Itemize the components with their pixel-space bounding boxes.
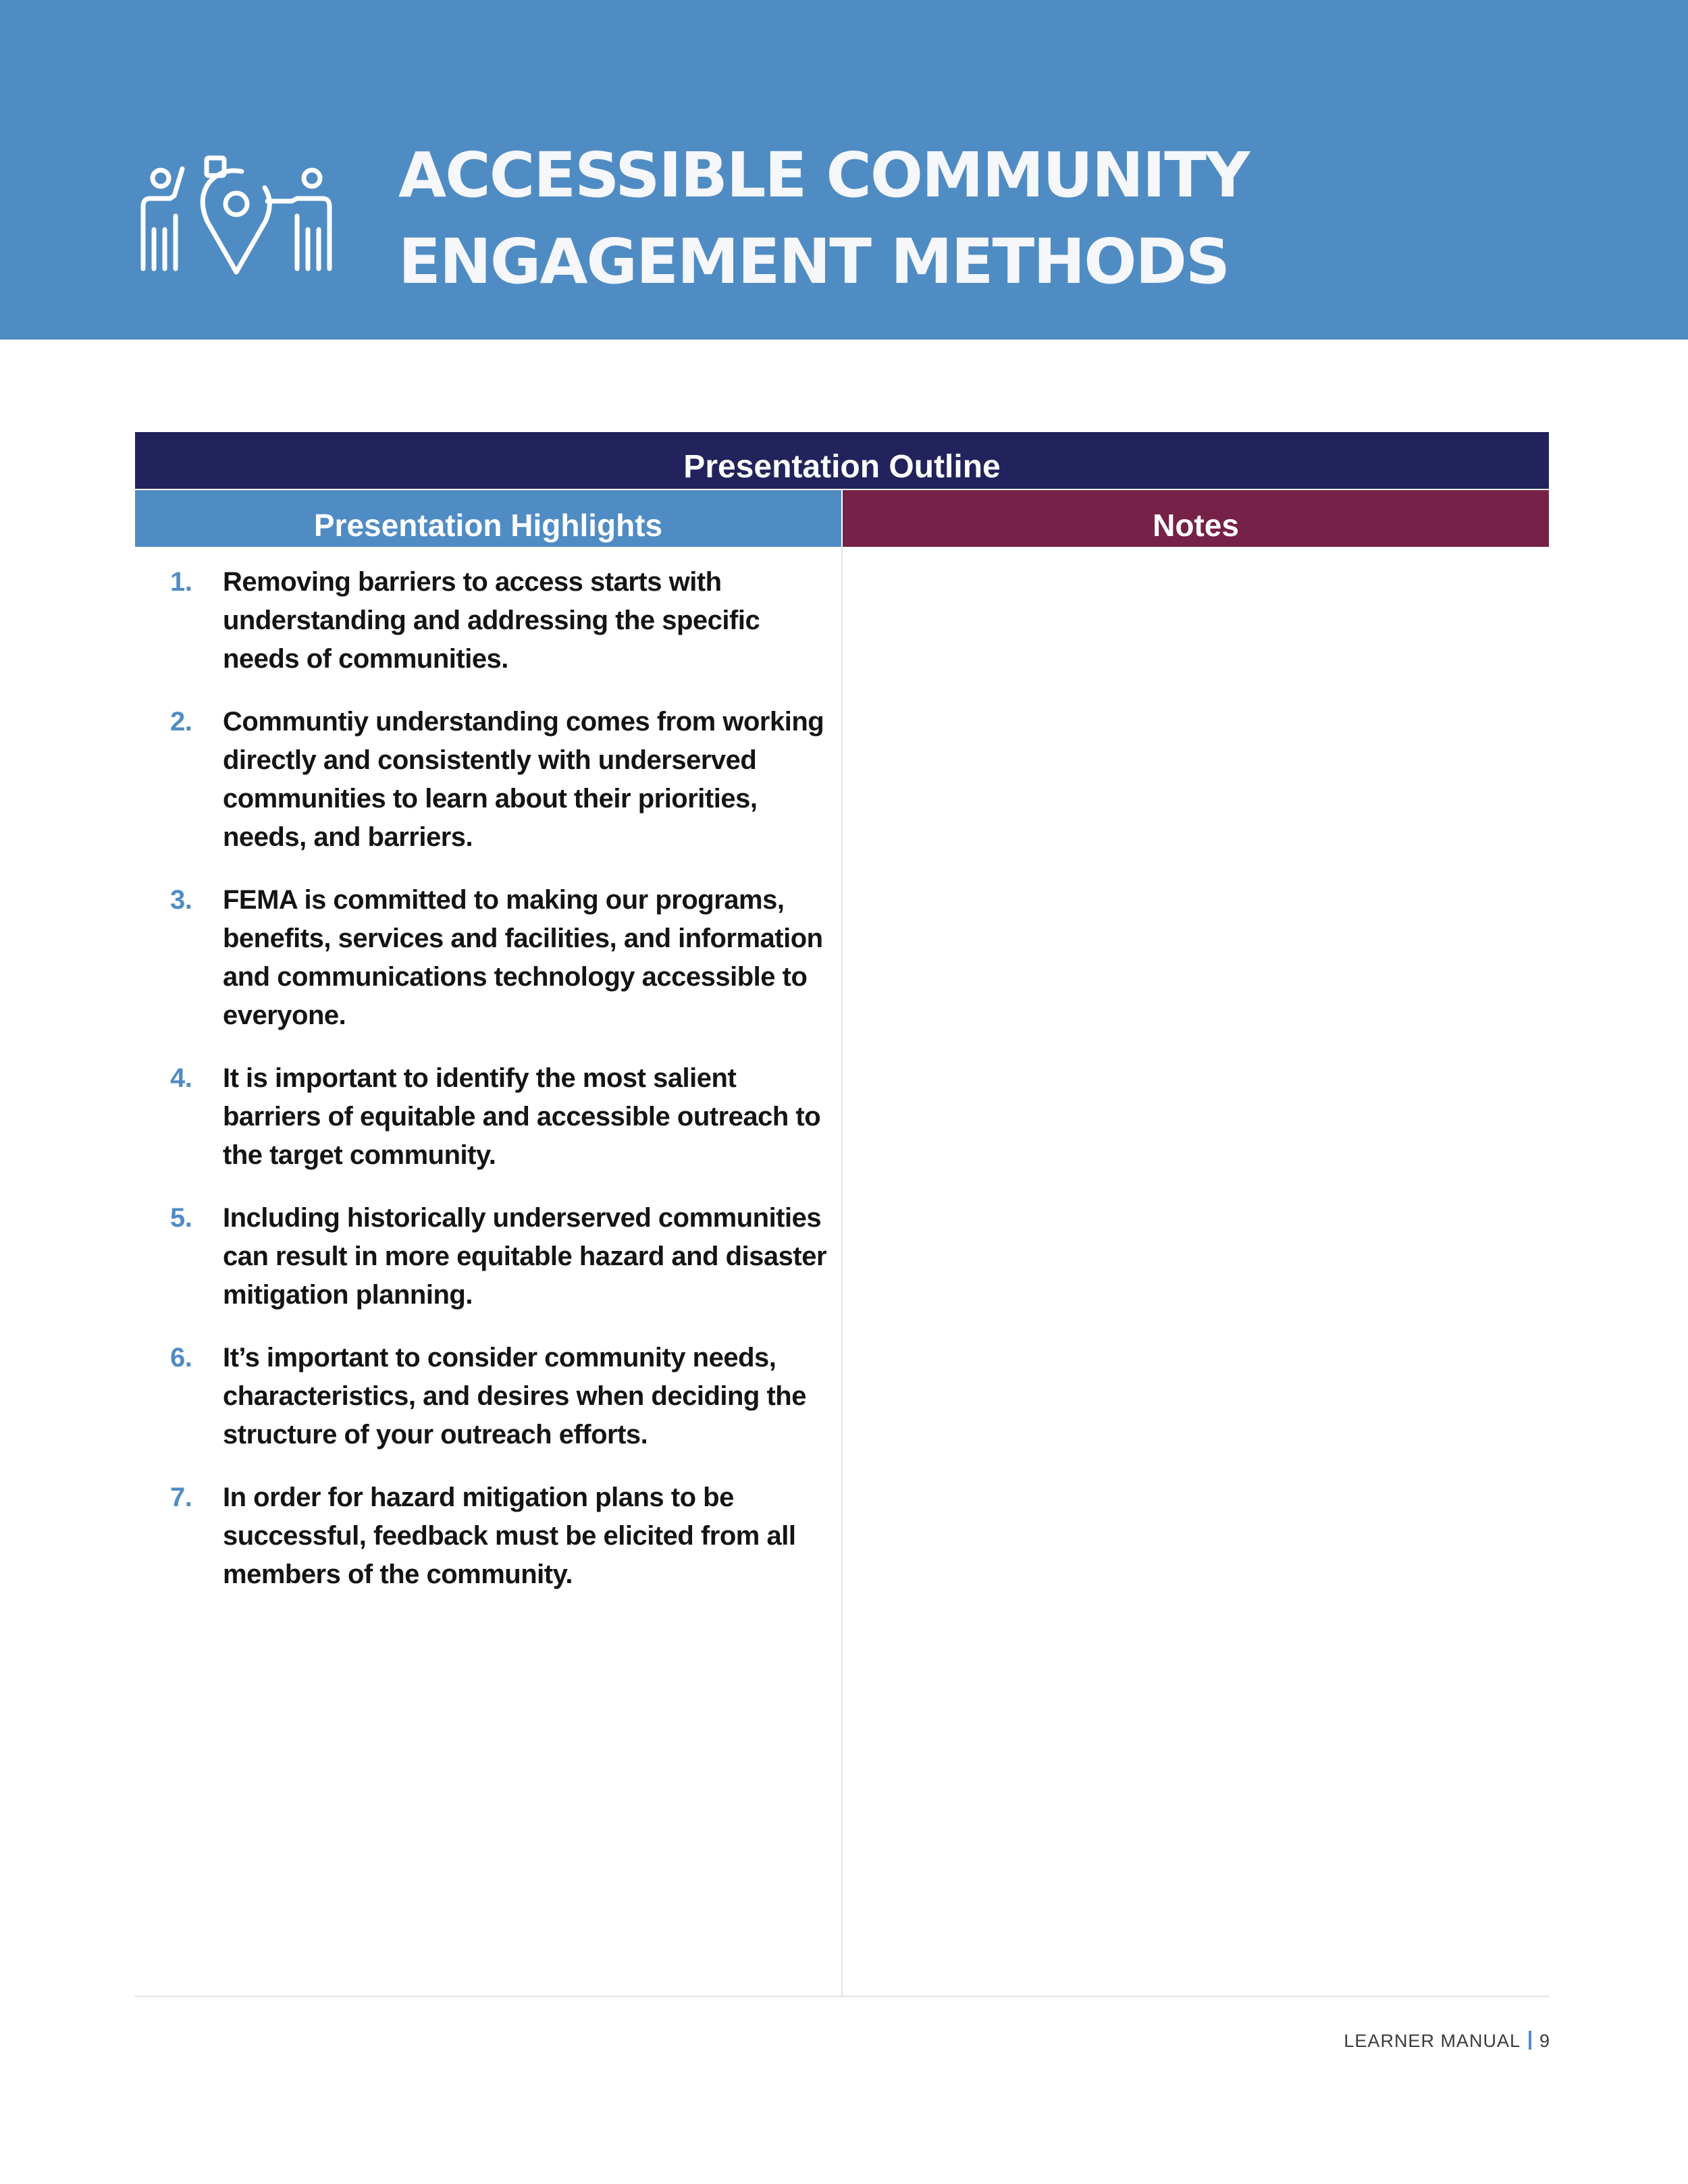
list-item-number: 5.	[170, 1203, 192, 1233]
list-item-text: FEMA is committed to making our programs, benefits, services and facilities, and information and communications technology accessible to everyone.	[223, 885, 823, 1030]
column-divider	[841, 547, 843, 1997]
table-title: Presentation Outline	[135, 432, 1549, 489]
presentation-outline-table	[135, 432, 1549, 1997]
footer-label: LEARNER MANUAL	[1344, 2031, 1521, 2051]
page-title-line-2: ENGAGEMENT METHODS	[398, 225, 1230, 298]
page-title	[398, 132, 1614, 305]
highlights-list	[135, 563, 837, 1618]
page-title-line-1: ACCESSIBLE COMMUNITY	[398, 139, 1249, 211]
page-footer	[1344, 2031, 1550, 2052]
list-item	[135, 881, 837, 1035]
list-item-text: In order for hazard mitigation plans to be successful, feedback must be elicited from all members of the community.	[223, 1483, 796, 1589]
list-item-text: Removing barriers to access starts with understanding and addressing the specific needs of communities.	[223, 567, 760, 674]
list-item	[135, 1479, 837, 1594]
column-header-notes: Notes	[843, 490, 1549, 547]
list-item-number: 4.	[170, 1063, 192, 1093]
page-number: 9	[1539, 2031, 1550, 2051]
list-item	[135, 1199, 837, 1314]
list-item-number: 7.	[170, 1483, 192, 1512]
table-bottom-rule	[135, 1996, 1549, 1997]
footer-separator	[1529, 2031, 1531, 2050]
column-header-highlights: Presentation Highlights	[135, 490, 841, 547]
list-item	[135, 703, 837, 857]
list-item-text: It’s important to consider community needs, characteristics, and desires when deciding the structure of your outreach efforts.	[223, 1343, 806, 1449]
list-item-number: 6.	[170, 1343, 192, 1373]
list-item-text: It is important to identify the most salient barriers of equitable and accessible outreach to the target community.	[223, 1063, 821, 1170]
community-engagement-icon	[135, 154, 338, 275]
list-item	[135, 1059, 837, 1175]
list-item-number: 3.	[170, 885, 192, 915]
list-item-number: 2.	[170, 707, 192, 737]
list-item-number: 1.	[170, 567, 192, 597]
list-item-text: Including historically underserved communities can result in more equitable hazard and disaster mitigation planning.	[223, 1203, 827, 1310]
list-item	[135, 1339, 837, 1454]
list-item-text: Communtiy understanding comes from working directly and consistently with underserved communities to learn about their priorities, needs, and barriers.	[223, 707, 824, 852]
list-item	[135, 563, 837, 678]
header-banner	[0, 0, 1688, 340]
